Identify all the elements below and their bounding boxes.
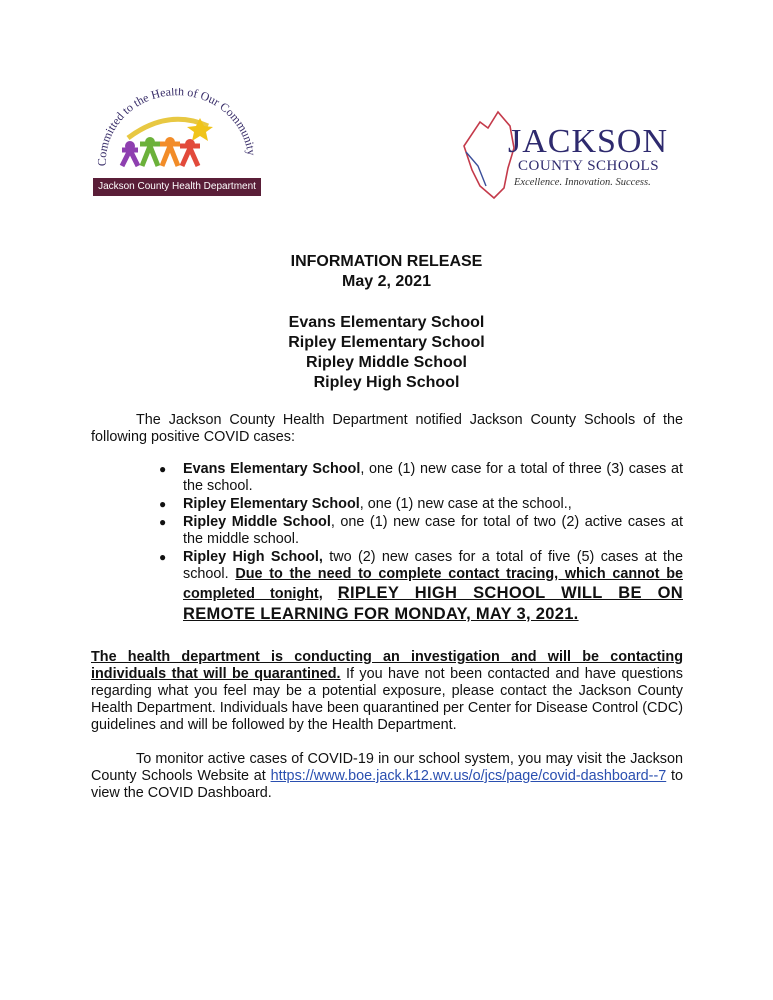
logo-arc-text: Committed to the Health of Our Community xyxy=(94,88,258,167)
school-name: Evans Elementary School xyxy=(288,314,485,331)
school-name: Ripley High School xyxy=(313,374,460,391)
case-text: two (2) new cases for a total of five (5) cases at the school. xyxy=(183,549,684,582)
release-title: INFORMATION RELEASE xyxy=(290,253,483,270)
jcs-logo xyxy=(458,108,669,200)
case-text: , one (1) new case at the school., xyxy=(359,496,572,512)
case-school: Ripley Elementary School xyxy=(183,496,360,512)
community-figures-icon xyxy=(88,88,258,180)
investigation-lead: The health department is conducting an investigation and will be contacting individuals that will be quarantined. xyxy=(91,649,683,682)
contact-tracing-notice: Due to the need to complete contact tracing, which cannot be completed tonight, xyxy=(183,566,683,602)
case-text: , one (1) new case for total of two (2) active cases at the middle school. xyxy=(183,514,683,547)
investigation-text: If you have not been contacted and have questions regarding what you feel may be a potential exposure, please contact the Jackson County Health Department. Individuals have been quarantined per Center for Disease Control (CDC) guidelines and will be followed by the Health Department. xyxy=(91,666,683,733)
intro-text: The Jackson County Health Department notified Jackson County Schools of the following positive COVID cases: xyxy=(91,412,683,445)
case-school: Ripley Middle School xyxy=(183,514,331,530)
jcs-name-big: JACKSON xyxy=(508,123,669,160)
monitor-paragraph xyxy=(91,751,683,802)
list-item: ● Ripley High School, two (2) new cases for a total of five (5) cases at the school. Due to the need to complete contact tracing, which cannot be completed tonight, RIPLEY HIGH SCHOOL WILL BE ON REMOTE LEARNING FOR MONDAY, MAY 3, 2021. xyxy=(159,549,684,623)
case-list xyxy=(91,461,683,625)
covid-dashboard-link[interactable]: https://www.boe.jack.k12.wv.us/o/jcs/page/covid-dashboard--7 xyxy=(270,768,667,784)
investigation-paragraph xyxy=(91,649,683,734)
jchd-banner: Jackson County Health Department xyxy=(93,178,261,196)
school-name: Ripley Middle School xyxy=(306,354,467,371)
school-name: Ripley Elementary School xyxy=(288,334,485,351)
case-school: Ripley High School, xyxy=(183,549,323,565)
list-item: ● Ripley Elementary School, one (1) new case at the school., xyxy=(159,496,572,512)
remote-learning-announcement: RIPLEY HIGH SCHOOL WILL BE ON REMOTE LEARNING FOR MONDAY, MAY 3, 2021. xyxy=(183,584,683,623)
case-text: , one (1) new case for a total of three (3) cases at the school. xyxy=(183,461,683,494)
list-item: ● Evans Elementary School, one (1) new case for a total of three (3) cases at the school. xyxy=(159,461,683,494)
case-school: Evans Elementary School xyxy=(183,461,361,477)
monitor-text: To monitor active cases of COVID-19 in our school system, you may visit the Jackson County Schools Website at xyxy=(91,751,683,784)
release-date: May 2, 2021 xyxy=(342,273,431,290)
list-item: ● Ripley Middle School, one (1) new case for total of two (2) active cases at the middle school. xyxy=(159,514,683,547)
school-list xyxy=(0,313,773,393)
jcs-name-small: COUNTY SCHOOLS xyxy=(518,158,660,174)
intro-paragraph xyxy=(91,412,683,446)
jcs-tagline: Excellence. Innovation. Success. xyxy=(514,177,651,188)
jchd-logo xyxy=(88,88,258,200)
release-header xyxy=(0,252,773,292)
monitor-tail: to view the COVID Dashboard. xyxy=(91,768,683,801)
svg-text:Committed to the Health of Our xyxy=(95,88,258,166)
